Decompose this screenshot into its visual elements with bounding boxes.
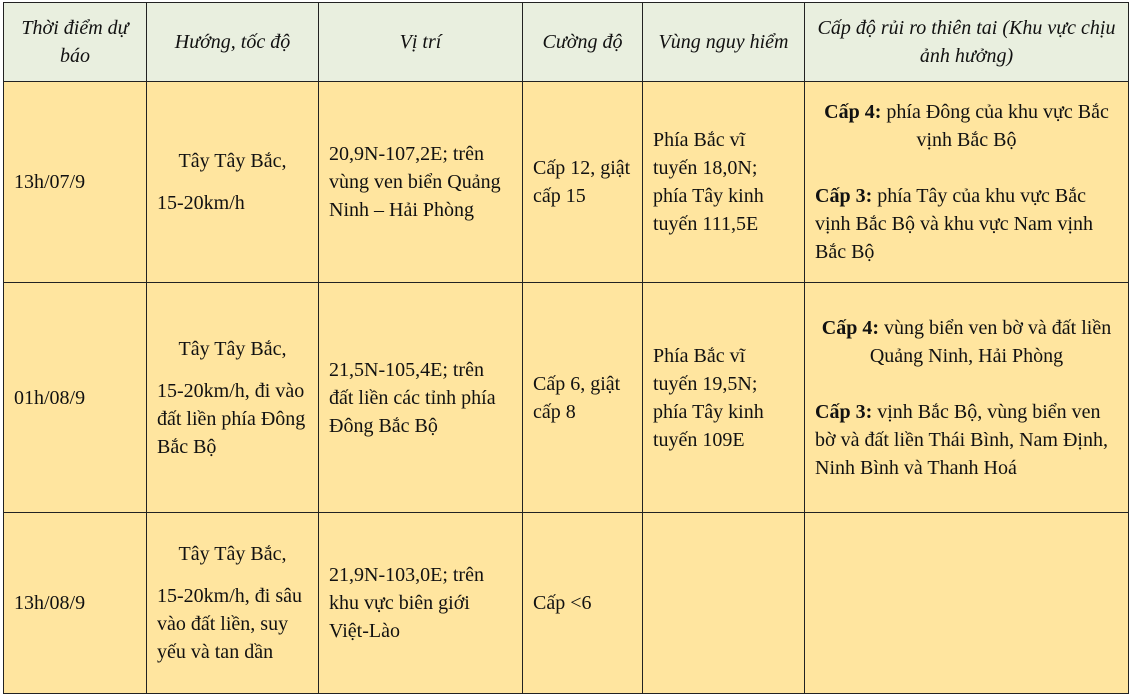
header-row: [4, 3, 1129, 82]
cell-danger-zone: [643, 512, 805, 693]
risk-description: phía Đông của khu vực Bắc vịnh Bắc Bộ: [881, 101, 1109, 152]
header-intensity: Cường độ: [523, 3, 643, 82]
risk-level-label: Cấp 4:: [824, 101, 882, 124]
cell-intensity: Cấp 12, giật cấp 15: [523, 82, 643, 283]
header-time: Thời điểm dự báo: [4, 3, 147, 82]
direction-detail: 15-20km/h, đi sâu vào đất liền, suy yếu và tan dần: [157, 584, 302, 663]
direction-main: Tây Tây Bắc,: [178, 150, 287, 173]
direction-main: Tây Tây Bắc,: [178, 542, 287, 565]
table-row: [4, 283, 1129, 512]
cell-direction: [147, 82, 319, 283]
cell-time: 13h/07/9: [4, 82, 147, 283]
cell-position: 21,9N-103,0E; trên khu vực biên giới Việt-Lào: [319, 512, 523, 693]
risk-description: vùng biển ven bờ và đất liền Quảng Ninh, Hải Phòng: [869, 316, 1112, 367]
cell-danger-zone: Phía Bắc vĩ tuyến 19,5N; phía Tây kinh tuyến 109E: [643, 283, 805, 512]
header-direction: Hướng, tốc độ: [147, 3, 319, 82]
cell-intensity: Cấp <6: [523, 512, 643, 693]
cell-direction: [147, 512, 319, 693]
cell-intensity: Cấp 6, giật cấp 8: [523, 283, 643, 512]
table-row: [4, 82, 1129, 283]
header-risk: Cấp độ rủi ro thiên tai (Khu vực chịu ảnh hưởng): [805, 3, 1129, 82]
table-row: [4, 512, 1129, 693]
risk-block: [815, 182, 1118, 266]
cell-risk: [805, 82, 1129, 283]
header-position: Vị trí: [319, 3, 523, 82]
direction-main: Tây Tây Bắc,: [178, 337, 287, 360]
cell-direction: [147, 283, 319, 512]
risk-block: [815, 314, 1118, 370]
cell-time: 13h/08/9: [4, 512, 147, 693]
risk-description: vịnh Bắc Bộ, vùng biển ven bờ và đất liền Thái Bình, Nam Định, Ninh Bình và Thanh Hoá: [815, 400, 1108, 479]
cell-position: 20,9N-107,2E; trên vùng ven biển Quảng Ninh – Hải Phòng: [319, 82, 523, 283]
risk-level-label: Cấp 3:: [815, 400, 873, 423]
risk-block: [815, 98, 1118, 154]
cell-danger-zone: Phía Bắc vĩ tuyến 18,0N; phía Tây kinh tuyến 111,5E: [643, 82, 805, 283]
cell-risk: [805, 283, 1129, 512]
risk-level-label: Cấp 4:: [821, 316, 880, 339]
forecast-table: [3, 2, 1129, 694]
header-danger-zone: Vùng nguy hiểm: [643, 3, 805, 82]
risk-level-label: Cấp 3:: [815, 185, 873, 208]
cell-position: 21,5N-105,4E; trên đất liền các tỉnh phía Đông Bắc Bộ: [319, 283, 523, 512]
direction-detail: 15-20km/h, đi vào đất liền phía Đông Bắc Bộ: [157, 379, 306, 458]
cell-risk: [805, 512, 1129, 693]
direction-detail: 15-20km/h: [157, 192, 245, 215]
risk-block: [815, 398, 1118, 482]
risk-description: phía Tây của khu vực Bắc vịnh Bắc Bộ và khu vực Nam vịnh Bắc Bộ: [815, 185, 1094, 264]
cell-time: 01h/08/9: [4, 283, 147, 512]
